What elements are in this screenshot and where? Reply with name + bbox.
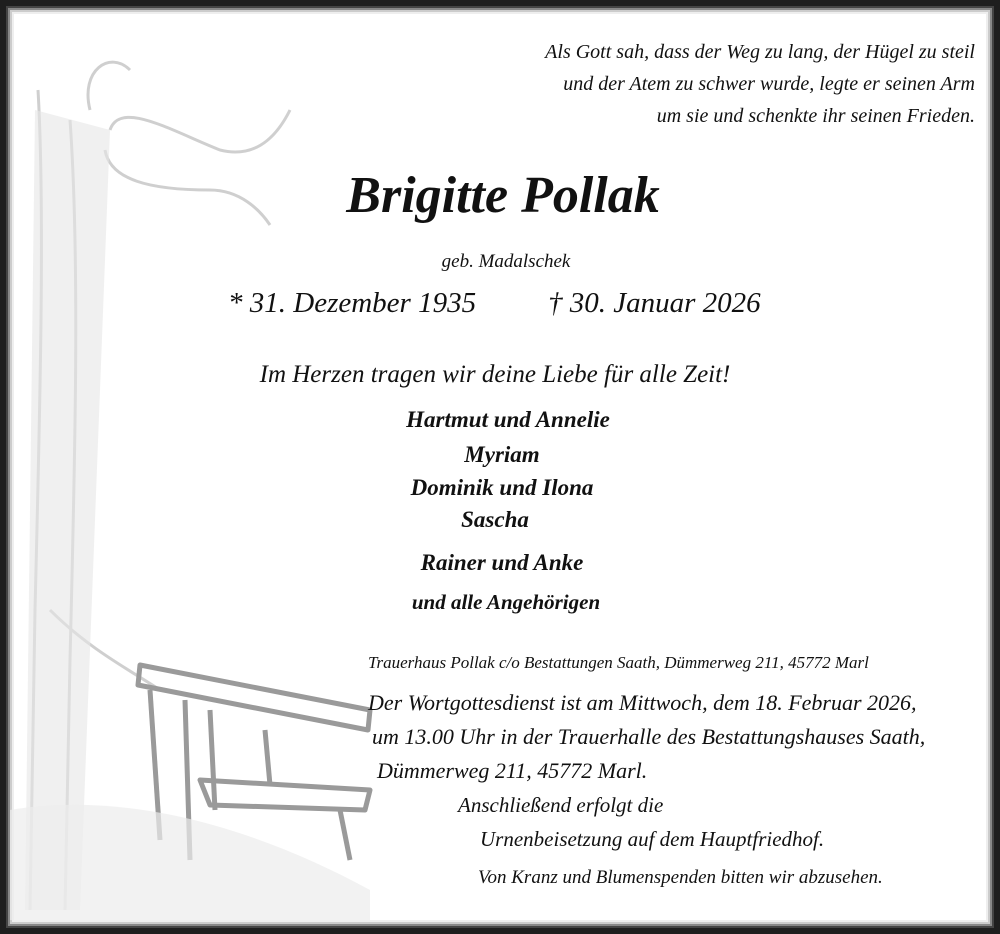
mourner: und alle Angehörigen (411, 590, 601, 614)
tree-and-bench-illustration (10, 10, 410, 920)
mourner: Hartmut und Annelie (406, 407, 610, 432)
mourner: Rainer und Anke (420, 550, 584, 575)
burial-info-line: Anschließend erfolgt die (458, 793, 664, 817)
service-info-line: Dümmerweg 211, 45772 Marl. (377, 758, 648, 783)
service-info-line: um 13.00 Uhr in der Trauerhalle des Bestattungshauses Saath, (372, 724, 926, 749)
death-date: † 30. Januar 2026 (548, 287, 761, 319)
maiden-name: geb. Madalschek (441, 251, 571, 272)
mourning-house-address: Trauerhaus Pollak c/o Bestattungen Saath, Dümmerweg 211, 45772 Marl (368, 653, 869, 672)
quote-line: Als Gott sah, dass der Weg zu lang, der Hügel zu steil (545, 41, 975, 63)
mourner: Myriam (464, 442, 540, 467)
service-info-line: Der Wortgottesdienst ist am Mittwoch, dem 18. Februar 2026, (368, 690, 917, 715)
quote-line: um sie und schenkte ihr seinen Frieden. (656, 105, 975, 127)
flower-request: Von Kranz und Blumenspenden bitten wir abzusehen. (478, 867, 883, 888)
motto: Im Herzen tragen wir deine Liebe für alle Zeit! (259, 361, 731, 388)
mourner: Sascha (461, 507, 529, 532)
burial-info-line: Urnenbeisetzung auf dem Hauptfriedhof. (480, 827, 825, 851)
birth-date: * 31. Dezember 1935 (228, 287, 477, 319)
deceased-name: Brigitte Pollak (346, 167, 660, 224)
quote-line: und der Atem zu schwer wurde, legte er seinen Arm (563, 73, 975, 95)
mourner: Dominik und Ilona (410, 475, 594, 500)
